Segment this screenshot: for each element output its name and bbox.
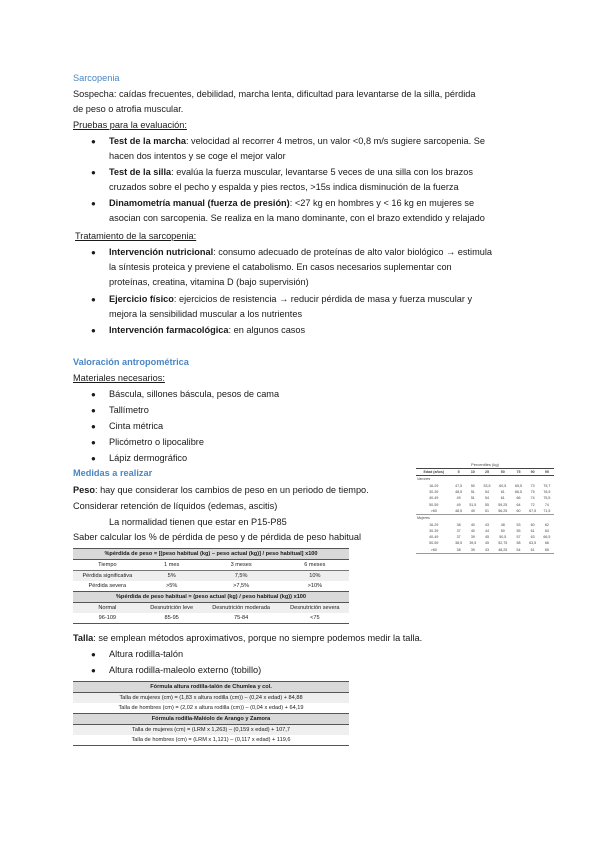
table-cell: 62 bbox=[544, 522, 549, 527]
table-cell: 66,5 bbox=[543, 535, 551, 540]
table-cell: >60 bbox=[430, 547, 437, 552]
table-cell: 39 bbox=[470, 547, 475, 552]
table-cell: 39 bbox=[470, 535, 475, 540]
table-row bbox=[73, 581, 349, 592]
table-cell: 54 bbox=[516, 547, 521, 552]
table-cell: 1 mes bbox=[164, 562, 180, 568]
table-cell: 72 bbox=[530, 502, 535, 507]
sospecha-line-2: de peso o atrofia muscular. bbox=[73, 104, 184, 114]
material-item: Plicómetro o lipocalibre bbox=[109, 437, 204, 447]
prueba-silla-l2: cruzados sobre el pecho y espalda y pies rectos, >15s indica disminución de la fuerza bbox=[109, 182, 459, 192]
table-cell: 67,5 bbox=[529, 508, 537, 513]
formula: Talla de mujeres (cm) = (1,83 x altura rodilla (cm)) – (0,24 x edad) + 84,88 bbox=[119, 695, 303, 701]
bullet-icon: ● bbox=[91, 454, 96, 463]
bullet-icon: ● bbox=[91, 137, 96, 146]
table-cell: 75,7 bbox=[543, 483, 551, 488]
retencion-line: Considerar retención de líquidos (edemas, ascitis) bbox=[73, 501, 278, 511]
table-cell: 40-49 bbox=[429, 535, 439, 540]
table-cell: 10% bbox=[309, 573, 321, 579]
table-cell: 50-59 bbox=[429, 541, 439, 546]
table-cell: 48,5 bbox=[455, 508, 463, 513]
tabla-perdida-peso bbox=[73, 548, 349, 624]
prueba-dinamometria-l2: asocian con sarcopenia. Se realiza en la mano dominante, con el brazo extendido y relajado bbox=[109, 213, 485, 223]
table-cell: 30-39 bbox=[429, 528, 439, 533]
sospecha-line-1: Sospecha: caídas frecuentes, debilidad, marcha lenta, dificultad para levantarse de la silla, pérdida bbox=[73, 89, 476, 99]
table-cell: >60 bbox=[430, 508, 437, 513]
table-cell: 75 bbox=[530, 490, 535, 495]
table-cell: 44 bbox=[484, 528, 489, 533]
table-cell: 49 bbox=[456, 496, 461, 501]
table-cell: 10 bbox=[470, 470, 475, 475]
tabla-header: %pérdida de peso habitual = (peso actual (kg) / peso habitual (kg)) x100 bbox=[115, 594, 307, 600]
table-cell: 54 bbox=[484, 496, 489, 501]
medidas-title: Medidas a realizar bbox=[73, 468, 153, 478]
table-cell: 58 bbox=[516, 541, 521, 546]
tabla-header: %pérdida de peso = [(peso habitual (kg) – peso actual (kg)] / peso habitual] x100 bbox=[104, 551, 318, 557]
table-cell: 66 bbox=[544, 541, 549, 546]
bullet-icon: ● bbox=[91, 650, 96, 659]
table-cell: 38,5 bbox=[455, 541, 463, 546]
table-cell: 52,75 bbox=[498, 541, 508, 546]
bullet-icon: ● bbox=[91, 326, 96, 335]
table-cell: 50,5 bbox=[499, 535, 507, 540]
formula: Talla de hombres (cm) = (2,02 x altura rodilla (cm)) – (0,04 x edad) + 64,19 bbox=[118, 705, 304, 711]
bullet-icon: ● bbox=[91, 248, 96, 257]
table-cell: Desnutrición moderada bbox=[212, 605, 271, 611]
prueba-marcha-l1: Test de la marcha: velocidad al recorrer 4 metros, un valor <0,8 m/s sugiere sarcopenia. Se bbox=[109, 136, 485, 146]
table-cell: Desnutrición severa bbox=[290, 605, 340, 611]
tratamiento-ejercicio-l1: Ejercicio físico: ejercicios de resistencia → reducir pérdida de masa y fuerza muscular y bbox=[109, 294, 473, 304]
table-cell: 75 bbox=[516, 470, 521, 475]
tratamiento-nutricional-l1: Intervención nutricional: consumo adecuado de proteínas de alto valor biológico → estimula bbox=[109, 247, 492, 257]
table-cell: 71,5 bbox=[543, 508, 551, 513]
material-item: Lápiz dermográfico bbox=[109, 453, 188, 463]
table-cell: 51 bbox=[470, 490, 475, 495]
talla-line: Talla: se emplean métodos aproximativos, porque no siempre podemos medir la talla. bbox=[73, 633, 423, 643]
table-cell: 39,5 bbox=[469, 541, 477, 546]
tabla-header: Fórmula rodilla-Maléolo de Arango y Zamora bbox=[151, 716, 271, 722]
table-row bbox=[416, 508, 554, 515]
table-cell: 38 bbox=[456, 547, 461, 552]
group-label: Mujeres bbox=[417, 516, 430, 521]
table-cell: 16-29 bbox=[429, 483, 439, 488]
table-cell: 76,5 bbox=[543, 490, 551, 495]
table-cell: 51 bbox=[484, 508, 489, 513]
table-cell: >7,5% bbox=[233, 583, 250, 589]
table-cell: 3 meses bbox=[230, 562, 252, 568]
bullet-icon: ● bbox=[91, 168, 96, 177]
table-cell: 53 bbox=[516, 522, 521, 527]
table-cell: 48,25 bbox=[498, 547, 508, 552]
table-cell: 96-109 bbox=[98, 615, 117, 621]
table-cell: 45 bbox=[484, 541, 489, 546]
table-cell: Pérdida significativa bbox=[82, 573, 133, 579]
prueba-silla-l1: Test de la silla: evalúa la fuerza muscular, levantarse 5 veces de una silla con los brazos bbox=[109, 167, 473, 177]
table-cell: 5% bbox=[167, 573, 176, 579]
table-cell: 74 bbox=[530, 496, 535, 501]
table-cell: 50 bbox=[470, 483, 475, 488]
table-cell: 95 bbox=[544, 470, 549, 475]
table-cell: 61 bbox=[500, 490, 505, 495]
table-cell: 47,5 bbox=[455, 483, 463, 488]
table-cell: 56,25 bbox=[498, 508, 508, 513]
table-cell: 50 bbox=[500, 470, 505, 475]
prueba-marcha-l2: hacen dos intentos y se coge el mejor valor bbox=[109, 151, 286, 161]
table-cell: 59,25 bbox=[498, 502, 508, 507]
table-cell: 54 bbox=[484, 490, 489, 495]
table-cell: 63,5 bbox=[529, 541, 537, 546]
table-cell: 37 bbox=[456, 528, 461, 533]
table-cell: 64 bbox=[516, 502, 521, 507]
table-cell: 66,5 bbox=[514, 490, 522, 495]
tratamiento-farmacologica: Intervención farmacológica: en algunos casos bbox=[109, 325, 306, 335]
table-cell: >10% bbox=[307, 583, 323, 589]
section-title-antropometria: Valoración antropométrica bbox=[73, 357, 189, 367]
table-cell: 65 bbox=[544, 547, 549, 552]
bullet-icon: ● bbox=[91, 406, 96, 415]
material-item: Báscula, sillones báscula, pesos de cama bbox=[109, 389, 280, 399]
table-cell: 57 bbox=[516, 535, 521, 540]
table-cell: 61 bbox=[500, 496, 505, 501]
table-cell: 51,5 bbox=[469, 502, 477, 507]
bullet-icon: ● bbox=[91, 199, 96, 208]
talla-item: Altura rodilla-talón bbox=[109, 649, 184, 659]
table-cell: Tiempo bbox=[98, 562, 117, 568]
table-cell: 55 bbox=[484, 502, 489, 507]
tabla-percentiles-title: Percentiles (kg) bbox=[471, 462, 499, 467]
table-cell: 40 bbox=[470, 528, 475, 533]
bullet-icon: ● bbox=[91, 666, 96, 675]
table-cell: 74 bbox=[544, 502, 549, 507]
table-cell: 43 bbox=[484, 547, 489, 552]
group-label: Varones bbox=[417, 477, 431, 482]
table-cell: 61 bbox=[530, 528, 535, 533]
table-cell: 49 bbox=[470, 508, 475, 513]
table-cell: 73 bbox=[530, 483, 535, 488]
materiales-title: Materiales necesarios: bbox=[73, 373, 165, 383]
tabla-formulas-talla bbox=[73, 681, 349, 746]
peso-line: Peso: hay que considerar los cambios de peso en un periodo de tiempo. bbox=[73, 485, 369, 495]
table-cell: 75,5 bbox=[543, 496, 551, 501]
table-cell: 25 bbox=[484, 470, 489, 475]
table-cell: 37 bbox=[456, 535, 461, 540]
table-cell: 38 bbox=[456, 522, 461, 527]
table-cell: 75-84 bbox=[233, 615, 249, 621]
bullet-icon: ● bbox=[91, 438, 96, 447]
table-cell: 7,5% bbox=[234, 573, 248, 579]
table-cell: 40-49 bbox=[429, 496, 439, 501]
pruebas-title: Pruebas para la evaluación: bbox=[73, 120, 187, 130]
prueba-dinamometria-l1: Dinamometría manual (fuerza de presión): <27 kg en hombres y < 16 kg en mujeres se bbox=[109, 198, 475, 208]
table-cell: 49 bbox=[456, 502, 461, 507]
bullet-icon: ● bbox=[91, 390, 96, 399]
table-cell: 16-29 bbox=[429, 522, 439, 527]
bullet-icon: ● bbox=[91, 295, 96, 304]
formula: Talla de hombres (cm) = (LRM x 1,121) – (0,117 x edad) + 119,6 bbox=[131, 737, 291, 743]
material-item: Cinta métrica bbox=[109, 421, 164, 431]
table-cell: 6 meses bbox=[304, 562, 326, 568]
tratamiento-nutricional-l3: proteínas, creatina, vitamina D (bajo supervisión) bbox=[109, 277, 309, 287]
table-cell: 50-59 bbox=[429, 502, 439, 507]
table-row bbox=[416, 547, 554, 554]
tabla-percentiles bbox=[416, 461, 554, 554]
table-cell: Pérdida severa bbox=[88, 583, 127, 589]
section-title-sarcopenia: Sarcopenia bbox=[73, 73, 120, 83]
table-cell: 63 bbox=[544, 528, 549, 533]
table-cell: 55 bbox=[516, 528, 521, 533]
table-cell: 40 bbox=[470, 522, 475, 527]
table-cell: 48,5 bbox=[455, 490, 463, 495]
table-cell: 43 bbox=[484, 522, 489, 527]
table-cell: <75 bbox=[310, 615, 320, 621]
tratamiento-nutricional-l2: la síntesis proteica y previene el catabolismo. En casos necesarios suplementar con bbox=[109, 262, 452, 272]
table-cell: 53,5 bbox=[483, 483, 491, 488]
table-cell: 30-39 bbox=[429, 490, 439, 495]
formula: Talla de mujeres (cm) = (LRM x 1,263) – (0,159 x edad) + 107,7 bbox=[132, 727, 290, 733]
table-cell: 90 bbox=[530, 470, 535, 475]
table-cell: 65,5 bbox=[514, 483, 522, 488]
table-row bbox=[73, 571, 349, 582]
tratamiento-ejercicio-l2: mejora la sensibilidad muscular a los nutrientes bbox=[109, 309, 303, 319]
table-cell: 51 bbox=[470, 496, 475, 501]
table-cell: 85-95 bbox=[164, 615, 179, 621]
tratamiento-title: Tratamiento de la sarcopenia: bbox=[75, 231, 197, 241]
table-cell: >5% bbox=[165, 583, 178, 589]
table-cell: 60 bbox=[530, 522, 535, 527]
table-cell: 60 bbox=[516, 508, 521, 513]
table-cell: 45 bbox=[484, 535, 489, 540]
normalidad-line: La normalidad tienen que estar en P15-P85 bbox=[109, 517, 287, 527]
table-cell: Normal bbox=[98, 605, 117, 611]
material-item: Tallímetro bbox=[109, 405, 149, 415]
talla-item: Altura rodilla-maleolo externo (tobillo) bbox=[109, 665, 262, 675]
table-cell: 61 bbox=[530, 547, 535, 552]
table-cell: 50 bbox=[500, 528, 505, 533]
table-cell: 63 bbox=[530, 535, 535, 540]
table-cell: 66 bbox=[516, 496, 521, 501]
table-cell: 60,5 bbox=[499, 483, 507, 488]
table-cell: 5 bbox=[457, 470, 460, 475]
tabla-header: Fórmula altura rodilla-talón de Chumlea y col. bbox=[150, 684, 272, 690]
table-cell: 48 bbox=[500, 522, 505, 527]
bullet-icon: ● bbox=[91, 422, 96, 431]
table-cell: Desnutrición leve bbox=[150, 605, 194, 611]
saber-line: Saber calcular los % de pérdida de peso y de pérdida de peso habitual bbox=[73, 532, 362, 542]
table-row bbox=[73, 613, 349, 624]
table-cell: Edad (años) bbox=[423, 470, 445, 475]
